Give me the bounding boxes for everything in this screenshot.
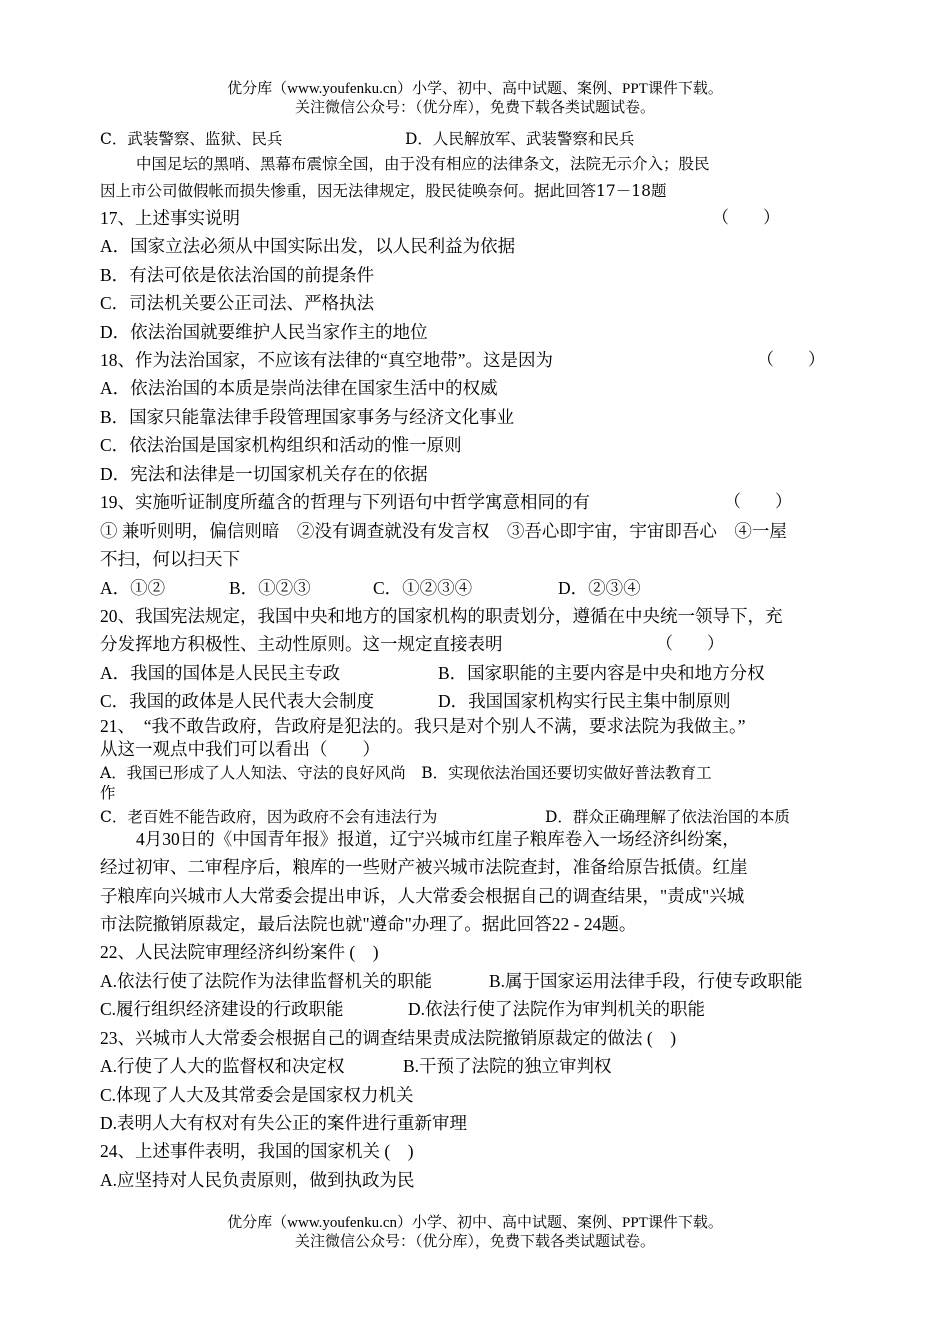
- q17-stem: 17、上述事实说明: [100, 208, 240, 228]
- q19-option-a: A．①②: [100, 578, 166, 598]
- q22-stem: 22、人民法院审理经济纠纷案件 ( ): [100, 942, 379, 962]
- q21-stem-line-2: 从这一观点中我们可以看出（ ）: [100, 739, 380, 759]
- q19-option-c: C．①②③④: [373, 578, 473, 598]
- header-line-2: 关注微信公众号：（优分库），免费下载各类试题试卷。: [294, 100, 655, 116]
- passage2-line-2: 经过初审、二审程序后，粮库的一些财产被兴城市法院查封，准备给原告抵债。红崖: [100, 857, 748, 877]
- q21-option-d: D．群众正确理解了依法治国的本质: [545, 808, 790, 826]
- q16-option-d: D．人民解放军、武装警察和民兵: [405, 130, 635, 148]
- q18-option-d: D．宪法和法律是一切国家机关存在的依据: [100, 464, 428, 484]
- q18-answer-paren: （ ）: [757, 350, 825, 369]
- q24-option-a: A.应坚持对人民负责原则，做到执政为民: [100, 1170, 415, 1190]
- q20-option-d: D．我国国家机构实行民主集中制原则: [438, 691, 731, 711]
- q20-stem-line-1: 20、我国宪法规定，我国中央和地方的国家机构的职责划分，遵循在中央统一领导下，充: [100, 606, 783, 626]
- header-line-1: 优分库（www.youfenku.cn）小学、初中、高中试题、案例、PPT课件下载。: [227, 81, 723, 97]
- passage1-line-2: 因上市公司做假帐而损失惨重，因无法律规定，股民徒唤奈何。据此回答17－18题: [100, 182, 667, 200]
- passage2-line-4: 市法院撤销原裁定，最后法院也就"遵命"办理了。据此回答22 - 24题。: [100, 914, 637, 934]
- q19-answer-paren: （ ）: [724, 492, 792, 511]
- q20-answer-paren: （ ）: [656, 634, 724, 653]
- q21-option-ab: A．我国已形成了人人知法、守法的良好风尚 B．实现依法治国还要切实做好普法教育工: [100, 764, 712, 782]
- q21-option-c: C．老百姓不能告政府，因为政府不会有违法行为: [100, 808, 438, 826]
- passage2-line-1: 4月30日的《中国青年报》报道，辽宁兴城市红崖子粮库卷入一场经济纠纷案，: [136, 829, 740, 849]
- q20-option-b: B．国家职能的主要内容是中央和地方分权: [438, 663, 765, 683]
- q23-option-a: A.行使了人大的监督权和决定权: [100, 1056, 345, 1076]
- q16-option-c: C．武装警察、监狱、民兵: [100, 130, 283, 148]
- q21-option-ab-wrap: 作: [100, 784, 116, 802]
- passage2-line-3: 子粮库向兴城市人大常委会提出申诉，人大常委会根据自己的调查结果，"责成"兴城: [100, 886, 745, 906]
- q19-option-d: D．②③④: [558, 578, 641, 598]
- q18-option-c: C．依法治国是国家机构组织和活动的惟一原则: [100, 435, 462, 455]
- q19-stem: 19、实施听证制度所蕴含的哲理与下列语句中哲学寓意相同的有: [100, 492, 590, 512]
- footer-line-1: 优分库（www.youfenku.cn）小学、初中、高中试题、案例、PPT课件下载。: [227, 1215, 723, 1231]
- q23-option-c: C.体现了人大及其常委会是国家权力机关: [100, 1085, 414, 1105]
- q18-option-b: B．国家只能靠法律手段管理国家事务与经济文化事业: [100, 407, 515, 427]
- q17-option-a: A．国家立法必须从中国实际出发，以人民利益为依据: [100, 236, 516, 256]
- q18-option-a: A．依法治国的本质是崇尚法律在国家生活中的权威: [100, 378, 498, 398]
- q22-option-d: D.依法行使了法院作为审判机关的职能: [408, 999, 706, 1019]
- passage1-line-1: 中国足坛的黑哨、黑幕布震惊全国，由于没有相应的法律条文，法院无示介入；股民: [136, 155, 710, 173]
- q24-stem: 24、上述事件表明，我国的国家机关 ( ): [100, 1141, 414, 1161]
- q22-option-b: B.属于国家运用法律手段，行使专政职能: [489, 971, 803, 991]
- q22-option-c: C.履行组织经济建设的行政职能: [100, 999, 344, 1019]
- q22-option-a: A.依法行使了法院作为法律监督机关的职能: [100, 971, 433, 991]
- q18-stem: 18、作为法治国家，不应该有法律的“真空地带”。这是因为: [100, 350, 554, 370]
- q17-answer-paren: （ ）: [712, 208, 780, 227]
- footer-line-2: 关注微信公众号：（优分库），免费下载各类试题试卷。: [294, 1234, 655, 1250]
- q19-statements-line-1: ① 兼听则明，偏信则暗 ②没有调查就没有发言权 ③吾心即宇宙，宇宙即吾心 ④一屋: [100, 521, 787, 541]
- q17-option-b: B．有法可依是依法治国的前提条件: [100, 265, 375, 285]
- q17-option-d: D．依法治国就要维护人民当家作主的地位: [100, 322, 428, 342]
- q23-option-d: D.表明人大有权对有失公正的案件进行重新审理: [100, 1113, 468, 1133]
- q19-option-b: B．①②③: [229, 578, 311, 598]
- q20-stem-line-2: 分发挥地方积极性、主动性原则。这一规定直接表明: [100, 634, 503, 654]
- q20-option-a: A．我国的国体是人民民主专政: [100, 663, 341, 683]
- q21-stem-line-1: 21、 “我不敢告政府，告政府是犯法的。我只是对个别人不满，要求法院为我做主。”: [100, 716, 746, 736]
- q20-option-c: C．我国的政体是人民代表大会制度: [100, 691, 375, 711]
- q23-stem: 23、兴城市人大常委会根据自己的调查结果责成法院撤销原裁定的做法 ( ): [100, 1028, 677, 1048]
- q19-statements-line-2: 不扫，何以扫天下: [100, 549, 240, 569]
- q23-option-b: B.干预了法院的独立审判权: [403, 1056, 612, 1076]
- q17-option-c: C．司法机关要公正司法、严格执法: [100, 293, 375, 313]
